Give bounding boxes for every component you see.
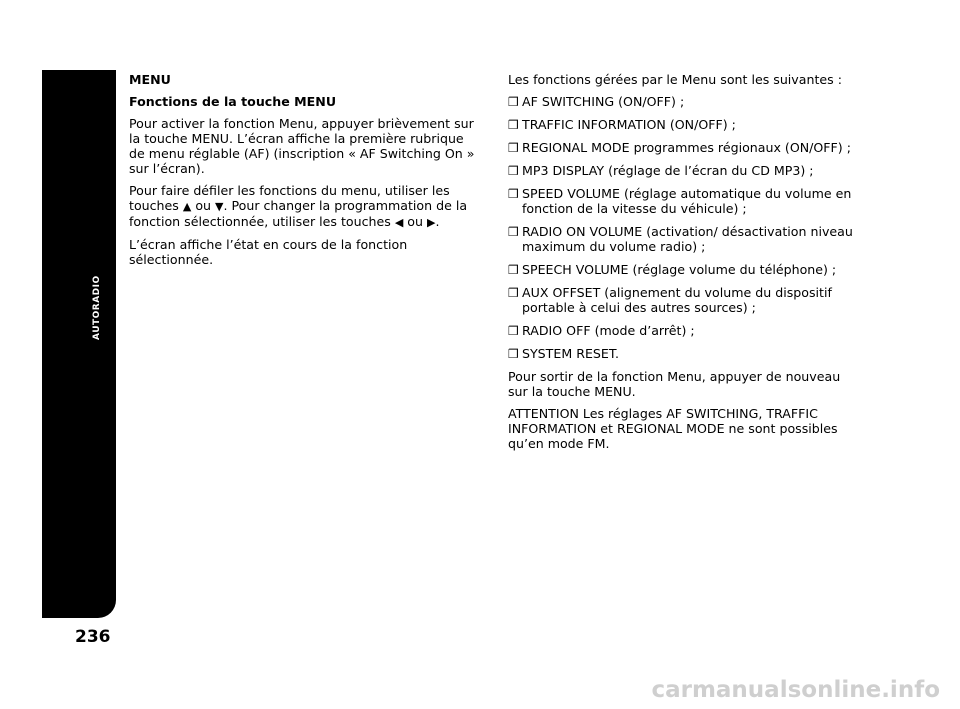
checkbox-bullet-icon: ❒ xyxy=(508,225,519,239)
list-item xyxy=(508,346,860,361)
paragraph-navigate xyxy=(129,183,481,230)
checkbox-bullet-icon: ❒ xyxy=(508,187,519,201)
list-item-text: SPEED VOLUME (réglage automatique du volume en fonction de la vitesse du véhicule) ; xyxy=(522,186,852,216)
menu-title: MENU xyxy=(129,72,171,87)
text-fragment: . xyxy=(435,214,440,229)
checkbox-bullet-icon: ❒ xyxy=(508,286,519,300)
list-item-text: RADIO OFF (mode d’arrêt) ; xyxy=(522,323,695,338)
arrow-up-icon: ▲ xyxy=(182,200,192,213)
menu-subtitle: Fonctions de la touche MENU xyxy=(129,94,337,109)
paragraph-activate: Pour activer la fonction Menu, appuyer brièvement sur la touche MENU. L’écran affiche la première rubrique de menu réglable (AF) (inscription « AF Switching On » sur l’écran). xyxy=(129,116,475,176)
list-item xyxy=(508,94,860,109)
checkbox-bullet-icon: ❒ xyxy=(508,118,519,132)
list-item xyxy=(508,323,860,338)
paragraph-exit: Pour sortir de la fonction Menu, appuyer de nouveau sur la touche MENU. xyxy=(508,369,841,399)
checkbox-bullet-icon: ❒ xyxy=(508,141,519,155)
arrow-down-icon: ▼ xyxy=(215,200,224,213)
checkbox-bullet-icon: ❒ xyxy=(508,347,519,361)
page-number: 236 xyxy=(75,627,111,647)
list-item xyxy=(508,224,860,254)
list-item xyxy=(508,117,860,132)
list-item-text: RADIO ON VOLUME (activation/ désactivation niveau maximum du volume radio) ; xyxy=(522,224,853,254)
paragraph-status: L’écran affiche l’état en cours de la fonction sélectionnée. xyxy=(129,237,408,267)
side-bar xyxy=(42,70,116,618)
section-label: AUTORADIO xyxy=(92,275,102,340)
list-item xyxy=(508,163,860,178)
paragraph-attention: ATTENTION Les réglages AF SWITCHING, TRAFFIC INFORMATION et REGIONAL MODE ne sont possibles qu’en mode FM. xyxy=(508,406,838,451)
functions-intro: Les fonctions gérées par le Menu sont les suivantes : xyxy=(508,72,842,87)
arrow-left-icon: ◀ xyxy=(394,216,404,229)
right-column xyxy=(508,72,860,458)
list-item-text: TRAFFIC INFORMATION (ON/OFF) ; xyxy=(522,117,736,132)
text-fragment: . Pour changer la programmation de la fonction sélectionnée, utiliser les touches xyxy=(129,198,468,229)
list-item-text: REGIONAL MODE programmes régionaux (ON/OFF) ; xyxy=(522,140,851,155)
list-item-text: SYSTEM RESET. xyxy=(522,346,620,361)
list-item-text: AUX OFFSET (alignement du volume du dispositif portable à celui des autres sources) ; xyxy=(522,285,832,315)
list-item-text: SPEECH VOLUME (réglage volume du téléphone) ; xyxy=(522,262,837,277)
checkbox-bullet-icon: ❒ xyxy=(508,263,519,277)
checkbox-bullet-icon: ❒ xyxy=(508,324,519,338)
list-item xyxy=(508,140,860,155)
arrow-right-icon: ▶ xyxy=(427,216,436,229)
list-item-text: AF SWITCHING (ON/OFF) ; xyxy=(522,94,685,109)
text-fragment: ou xyxy=(403,214,427,229)
list-item xyxy=(508,262,860,277)
list-item xyxy=(508,285,860,315)
checkbox-bullet-icon: ❒ xyxy=(508,164,519,178)
checkbox-bullet-icon: ❒ xyxy=(508,95,519,109)
left-column xyxy=(129,72,481,274)
functions-list xyxy=(508,94,860,361)
list-item-text: MP3 DISPLAY (réglage de l’écran du CD MP3) ; xyxy=(522,163,814,178)
watermark: carmanualsonline.info xyxy=(651,677,940,703)
text-fragment: Pour faire défiler les fonctions du menu, utiliser les touches xyxy=(129,183,450,213)
text-fragment: ou xyxy=(191,198,216,213)
list-item xyxy=(508,186,860,216)
